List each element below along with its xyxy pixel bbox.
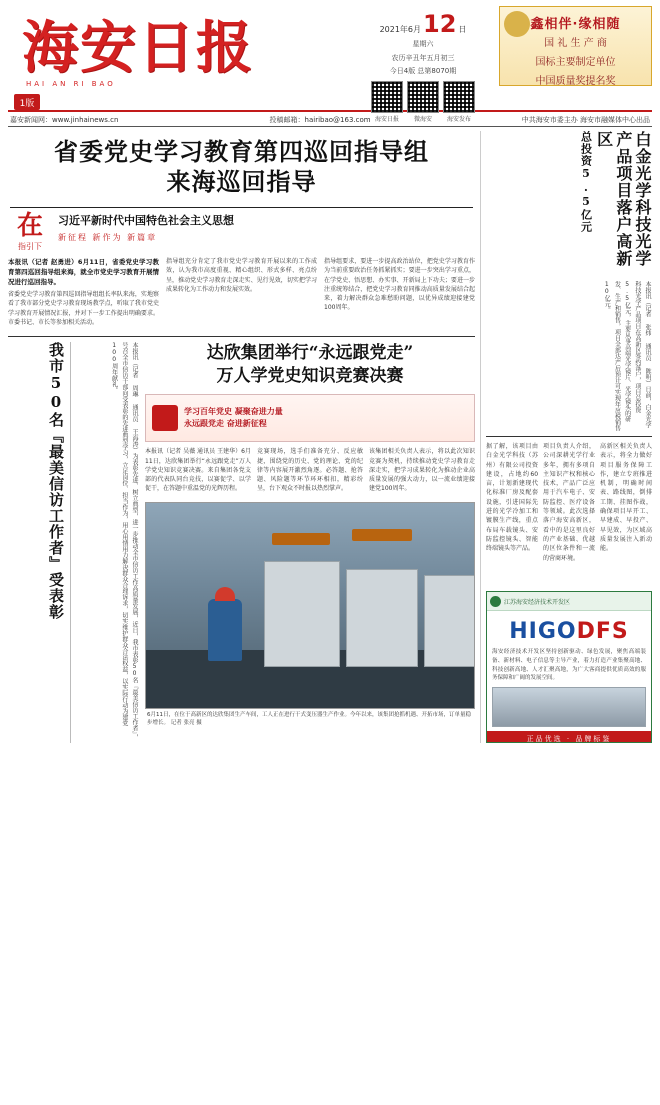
right-lede (486, 281, 652, 431)
photo-machine (346, 569, 418, 667)
right-paragraph: 项目负责人介绍，公司深耕光学行业多年，拥有多项自主知识产权和核心技术，产品广泛应用于汽车电子、安防监控、医疗设备等领域。此次选择落户海安高新区，看中的是这里良好的产业基础、优越的区位条件和一流的营商环境。 (543, 443, 596, 562)
newspaper-pinyin: HAI AN RI BAO (26, 80, 116, 88)
photo-caption: 6月11日，在位于高新区的达欣集团生产车间，工人正在进行干式变压器生产作业。今年以来，该集团抢抓机遇、开拓市场，订单量稳步增长。 记者 张亮 摄 (147, 711, 472, 726)
lead-divider (10, 207, 473, 208)
page-body (8, 131, 652, 743)
photo-helmet (215, 587, 235, 601)
feature-paragraph: 该集团相关负责人表示，将以此次知识竞赛为契机，持续推动党史学习教育走深走实，把学习成果转化为推动企业高质量发展的强大动力，以一流业绩迎接建党100周年。 (369, 448, 476, 493)
advert-logo (487, 619, 651, 644)
feature-headline-line1: 达欣集团举行“永远跟党走” (206, 343, 414, 364)
ad-title: 鑫相伴·缘相随 (530, 17, 621, 32)
ad-seal-icon (504, 11, 530, 37)
feature-banner-line2: 永远跟党走 奋进新征程 (184, 419, 267, 429)
submission-email[interactable]: 投稿邮箱：hairibao@163.com (269, 116, 371, 124)
feature-banner-line1: 学习百年党史 凝聚奋进力量 (184, 407, 283, 417)
photo-cable (352, 529, 412, 541)
qr-code-icon (407, 81, 439, 113)
masthead-advert[interactable] (499, 6, 652, 86)
masthead-brand (8, 6, 353, 109)
theme-badge-char: 在 (16, 211, 43, 241)
qr-caption: 微海安 (413, 115, 432, 123)
masthead-dateblock (353, 6, 493, 123)
website-url[interactable]: 嘉安新闻网：www.jinhainews.cn (10, 116, 119, 124)
photo-machine (264, 561, 340, 667)
date-suffix: 日 (458, 25, 467, 34)
date-year-month: 2021年6月 (379, 25, 422, 34)
award-article-headline: 我市50名『最美信访工作者』受表彰 (8, 342, 71, 743)
lead-column-1 (8, 257, 159, 330)
qr-caption: 海安发布 (446, 115, 471, 123)
ad-line-1: 国 礼 生 产 商 (544, 38, 607, 49)
theme-badge (8, 213, 52, 252)
advert-body-text: 海安经济技术开发区坚持创新驱动、绿色发展，聚焦高端装备、新材料、电子信息等主导产业，着力打造产业集聚高地、科技创新高地、人才汇聚高地，为广大客商提供优质高效的服务保障和广阔的发展空间。 (492, 649, 646, 682)
feature-column-3 (369, 447, 475, 496)
feature-paragraph: 本报讯（记者 吴薇 通讯员 王建华）6月11日，达欣集团举行“永远跟党走”万人学党史知识竞赛决赛。来自集团各党支部的代表队同台竞技，以赛促学、以学促干，在答题中重温党的光辉历程。 (145, 448, 252, 493)
feature-column-1 (145, 447, 251, 496)
advert-header (487, 592, 651, 611)
qr-code-item[interactable] (407, 81, 439, 123)
main-column (8, 131, 475, 743)
lead-column-3 (324, 257, 475, 330)
right-column (480, 131, 652, 743)
ad-line-2: 国标主要制定单位 (535, 57, 616, 68)
theme-subtitle: 新征程 新作为 新篇章 (58, 232, 158, 242)
bottom-advert[interactable] (486, 591, 652, 743)
qr-code-icon (443, 81, 475, 113)
section-divider (8, 336, 475, 337)
info-bar (8, 114, 652, 126)
right-headline-sub: 总投资5.5亿元 (579, 131, 593, 233)
photo-worker (208, 599, 242, 661)
right-column-3 (600, 442, 652, 586)
lead-paragraph: 指导组充分肯定了我市党史学习教育开展以来的工作成效，认为我市高度重视、精心组织、形式多样、亮点纷呈，推动党史学习教育走深走实、见行见效，切实把学习成果转化为工作动力和发展实效。 (166, 258, 318, 293)
qr-code-item[interactable] (443, 81, 475, 123)
lead-article-headline (8, 131, 475, 201)
lead-column-2 (166, 257, 317, 330)
lead-paragraph: 省委党史学习教育第四巡回指导组组长率队来海，实地察看了我市部分党史学习教育现场教学点，听取了我市党史学习教育开展情况汇报，并对下一步工作提出明确要求。市委书记、市长等参加相关活动。 (8, 291, 160, 327)
advert-footer: 正品优选 · 品牌标鉴 (487, 731, 651, 743)
theme-badge-sub: 指引下 (18, 242, 42, 251)
award-article-text: 本报讯（记者 周琳 通讯员 王海涛）为表彰先进、树立典型，进一步推动全市信访工作高质量发展，近日，我市表彰50名『最美信访工作者』，号召全市信访干部向受表彰的先进典型学习，立足岗位、担当作为，用心用情用力解决群众合理诉求，切实维护群众合法权益，以实际行动为建党100周年献礼。 (110, 342, 138, 741)
right-lede-text: 本报讯（记者 张炜 通讯员 陈明）日前，白金光学科技光学产品项目在高新区签约落户，项目总投资5.5亿元，主要从事高端光学镜片、光学镜头的研发、生产和销售，项目全部达产后预计可实现年应税销售10亿元。 (603, 281, 651, 431)
qr-code-row (353, 81, 493, 123)
newspaper-title: 海安日报 (22, 15, 254, 81)
ad-line-3: 中国质量奖提名奖 (535, 76, 616, 86)
feature-paragraph: 竞赛现场，选手们准备充分、反应敏捷，围绕党的历史、党的理论、党的纪律等内容展开激烈角逐。必答题、抢答题、风险题等环节环环相扣，精彩纷呈，台下观众不时报以热烈掌声。 (257, 448, 364, 493)
right-column-2 (543, 442, 595, 586)
photo-cable (272, 533, 330, 545)
feature-article (145, 342, 475, 743)
issue-line: 今日4版 总第8070期 (389, 67, 457, 75)
weekday: 星期六 (412, 40, 434, 48)
second-section (8, 342, 475, 743)
right-article-headline (486, 131, 652, 281)
feature-column-2 (257, 447, 363, 496)
right-paragraph: 高新区相关负责人表示，将全力做好项目服务保障工作，建立专班推进机制，明确时间表、路线图，倒排工期、挂图作战，确保项目早开工、早建成、早投产、早见效，为区域高质量发展注入新动能。 (600, 443, 652, 553)
right-divider (486, 436, 652, 437)
qr-code-icon (371, 81, 403, 113)
feature-columns (145, 447, 475, 496)
advert-logo-right: DFS (576, 619, 629, 644)
advert-photo (492, 687, 646, 727)
feature-photo (145, 502, 475, 709)
party-emblem-icon (152, 405, 178, 431)
theme-banner (8, 213, 475, 252)
right-paragraph: 据了解，该项目由白金光学科技（苏州）有限公司投资建设，占地约60亩，计划新建现代化标准厂房及配套设施，引进国际先进的光学冷加工和镀膜生产线，重点布局车载镜头、安防监控镜头、智能终端镜头等产品。 (486, 443, 539, 553)
advert-org-line: 江苏海安经济技术开发区 (504, 598, 571, 606)
info-bar-divider (8, 126, 652, 127)
lead-headline-line2: 来海巡回指导 (166, 167, 317, 196)
advert-logo-left: HIGO (509, 619, 577, 644)
theme-title: 习近平新时代中国特色社会主义思想 (58, 214, 234, 227)
feature-headline (145, 342, 475, 388)
masthead-divider (8, 110, 652, 112)
lead-article-columns (8, 257, 475, 330)
right-article-columns (486, 442, 652, 586)
lead-headline-line1: 省委党史学习教育第四巡回指导组 (54, 137, 430, 166)
feature-headline-line2: 万人学党史知识竞赛决赛 (216, 366, 404, 387)
org-logo-icon (490, 596, 501, 607)
feature-banner (145, 394, 475, 442)
qr-caption: 海安日报 (374, 115, 399, 123)
lead-dateline: 本报讯（记者 赵勇进）6月11日，省委党史学习教育第四巡回指导组来海，就全市党史学习教育开展情况进行巡回指导。 (8, 258, 160, 287)
lead-paragraph: 指导组要求，要进一步提高政治站位，把党史学习教育作为当前重要政治任务抓紧抓实；要进一步突出学习重点，在学党史、悟思想、办实事、开新局上下功夫；要进一步注重统筹结合，把党史学习教育同推动高质量发展结合起来，着力解决群众急难愁盼问题，以优异成绩迎接建党100周年。 (324, 258, 476, 312)
qr-code-item[interactable] (371, 81, 403, 123)
publisher-info: 中共海安市委主办 海安市融媒体中心出品 (521, 116, 650, 124)
right-headline-main: 白金光学科技光学产品项目落户高新区 (594, 131, 652, 267)
right-column-1 (486, 442, 538, 586)
photo-machine (424, 575, 475, 667)
date-day: 12 (423, 10, 457, 38)
edition-badge: 1版 (14, 94, 40, 110)
lunar-date: 农历辛丑年五月初三 (391, 53, 455, 62)
